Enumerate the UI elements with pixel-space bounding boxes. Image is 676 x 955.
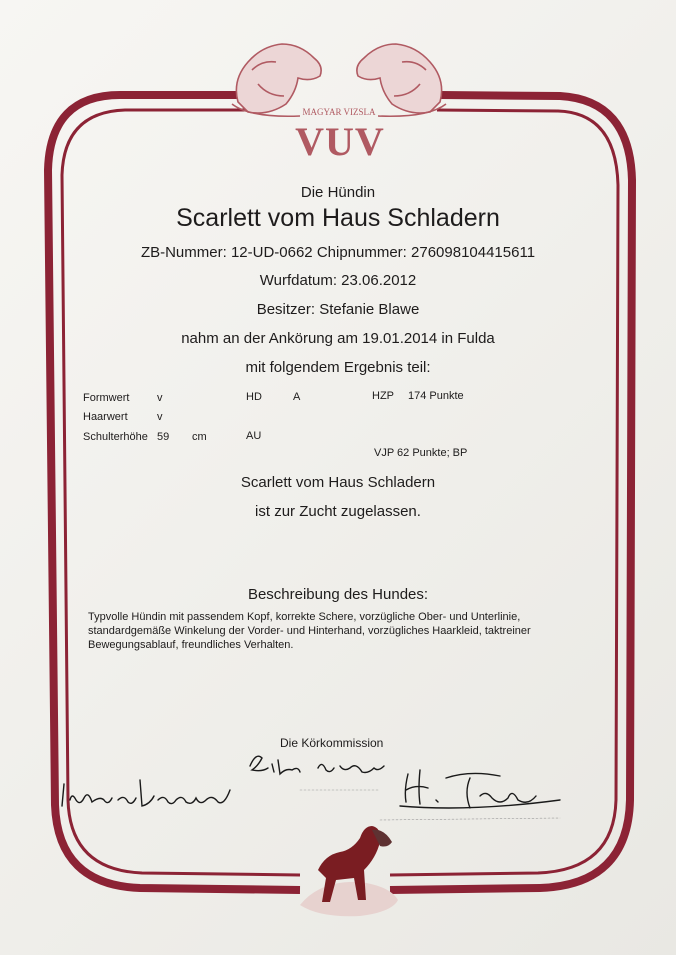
schulter-label: Schulterhöhe: [83, 431, 148, 443]
haarwert-label: Haarwert: [83, 411, 128, 423]
logo-caption: MAGYAR VIZSLA: [302, 107, 376, 117]
owner-line: Besitzer: Stefanie Blawe: [256, 301, 420, 318]
admission-statement: ist zur Zucht zugelassen.: [255, 503, 421, 520]
hzp-value: 174 Punkte: [408, 390, 464, 402]
result-line: mit folgendem Ergebnis teil:: [245, 359, 431, 376]
formwert-value: v: [157, 392, 163, 404]
signature-h-teich: [400, 770, 560, 808]
hd-label: HD: [246, 391, 262, 403]
intro-text: Die Hündin: [300, 184, 376, 201]
haarwert-value: v: [157, 411, 163, 423]
birth-date-line: Wurfdatum: 23.06.2012: [259, 272, 417, 289]
signature-linda-lachmund: [62, 780, 230, 806]
event-line: nahm an der Ankörung am 19.01.2014 in Fulda: [181, 330, 495, 347]
hd-value: A: [293, 391, 301, 403]
description-text: Typvolle Hündin mit passendem Kopf, korrekte Schere, vorzügliche Ober- und Unterlinie, standardgemäße Winkelung der Vorder- und Hinterhand, vorzügliches Haarkleid, taktreiner Bewegungsablauf, freundliches Verhalten.: [88, 611, 531, 651]
admission-name: Scarlett vom Haus Schladern: [240, 474, 436, 491]
commission-label: Die Körkommission: [280, 736, 384, 750]
schulter-value: 59: [157, 431, 170, 443]
au-label: AU: [246, 430, 262, 442]
logo-text: VUV: [295, 119, 385, 164]
schulter-unit: cm: [192, 431, 207, 443]
description-heading: Beschreibung des Hundes:: [247, 586, 429, 603]
signature-rita-lehmer: [250, 756, 384, 774]
id-line: ZB-Nummer: 12-UD-0662 Chipnummer: 276098104415611: [140, 244, 536, 261]
hzp-label: HZP: [372, 390, 394, 402]
formwert-label: Formwert: [83, 392, 130, 404]
vjp-text: VJP 62 Punkte; BP: [374, 447, 468, 459]
dog-name-title: Scarlett vom Haus Schladern: [176, 204, 500, 232]
